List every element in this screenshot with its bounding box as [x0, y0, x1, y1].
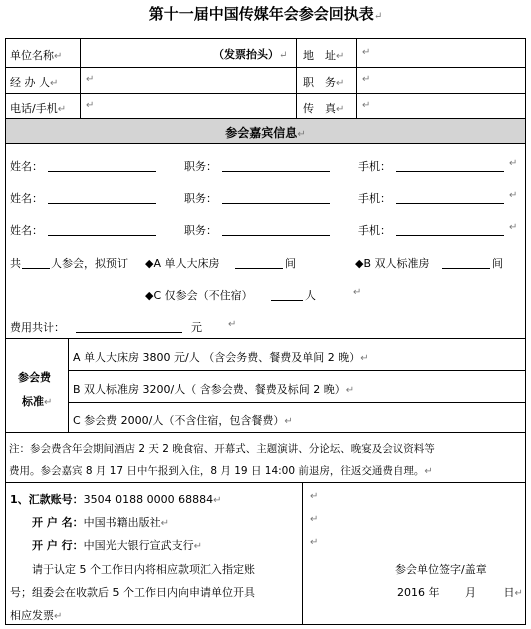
option-b-label: ◆B 双人标准房 — [355, 257, 430, 270]
guest-2-position-line[interactable] — [222, 203, 330, 204]
signature-year: 2016 年 — [397, 586, 440, 599]
signature-month: 月 — [465, 586, 476, 599]
total-attendees-line[interactable] — [22, 268, 50, 269]
instruction-line-2: 号；组委会在收款后 5 个工作日内向申请单位开具 — [10, 586, 255, 599]
guest-3-name-line[interactable] — [48, 235, 156, 236]
position-label: 职 务↵ — [303, 76, 345, 89]
total-suffix: 人参会，拟预订 — [51, 257, 128, 270]
option-b-rooms-line[interactable] — [442, 268, 490, 269]
fee-unit: 元 — [191, 321, 202, 334]
invoice-title-hint: （发票抬头）↵ — [213, 48, 288, 61]
signature-label: 参会单位签字/盖章 — [395, 563, 487, 576]
guest-1-position-label: 职务： — [184, 160, 217, 173]
guest-1-phone-line[interactable] — [396, 171, 504, 172]
guest-1-position-line[interactable] — [222, 171, 330, 172]
total-prefix: 共 — [10, 257, 21, 270]
guest-3-phone-label: 手机： — [358, 224, 391, 237]
instruction-line-3: 相应发票↵ — [10, 609, 63, 622]
contact-person-label: 经 办 人↵ — [10, 76, 59, 89]
guest-2-phone-label: 手机： — [358, 192, 391, 205]
fee-standard-c: C 参会费 2000/人（不含住宿，包含餐费）↵ — [73, 414, 293, 427]
instruction-line-1: 请于认定 5 个工作日内将相应款项汇入指定账 — [32, 563, 255, 576]
bank-value: 中国光大银行宣武支行 — [83, 539, 194, 552]
guest-info-header: 参会嘉宾信息↵ — [225, 126, 306, 140]
account-number: 3504 0188 0000 68884 — [83, 493, 214, 506]
fee-standard-a: A 单人大床房 3800 元/人 （含会务费、餐费及单间 2 晚）↵ — [73, 351, 369, 364]
bank-label: 开 户 行： — [32, 539, 84, 552]
signature-day: 日 — [503, 586, 515, 599]
guest-1-name-label: 姓名： — [10, 160, 43, 173]
bank-row: 开 户 行：中国光大银行宣武支行↵ — [32, 539, 203, 552]
address-field[interactable]: ↵ — [362, 47, 371, 58]
phone-field[interactable]: ↵ — [86, 100, 95, 111]
fee-standard-b: B 双人标准房 3200/人（ 含参会费、餐费及标间 2 晚）↵ — [73, 383, 355, 396]
signature-date[interactable]: 2016 年 月 日↵ — [397, 586, 523, 599]
unit-name-label: 单位名称↵ — [10, 49, 63, 62]
guest-3-phone-line[interactable] — [396, 235, 504, 236]
option-c-persons-line[interactable] — [271, 300, 303, 301]
fee-total-line[interactable] — [76, 332, 182, 333]
holder-value: 中国书籍出版社 — [83, 516, 161, 529]
guest-1-phone-label: 手机： — [358, 160, 391, 173]
contact-person-field[interactable]: ↵ — [86, 74, 95, 85]
option-c-unit: 人 — [305, 289, 316, 302]
fee-standard-label-1: 参会费 — [18, 371, 51, 384]
fee-total-label: 费用共计： — [10, 321, 65, 334]
option-c-label: ◆C 仅参会（不住宿） — [145, 289, 253, 302]
guest-2-name-label: 姓名： — [10, 192, 43, 205]
fax-field[interactable]: ↵ — [362, 100, 371, 111]
guest-3-position-line[interactable] — [222, 235, 330, 236]
guest-3-name-label: 姓名： — [10, 224, 43, 237]
holder-row: 开 户 名：中国书籍出版社↵ — [32, 516, 170, 529]
notice-line-2: 费用。参会嘉宾 8 月 17 日中午报到入住，8 月 19 日 14:00 前退房，往返交通费自理。↵ — [9, 465, 433, 477]
account-label: 1、汇款账号： — [10, 493, 84, 506]
address-label: 地 址↵ — [303, 49, 345, 62]
option-b-unit: 间 — [492, 257, 503, 270]
guest-2-phone-line[interactable] — [396, 203, 504, 204]
holder-label: 开 户 名： — [32, 516, 84, 529]
position-field[interactable]: ↵ — [362, 74, 371, 85]
notice-line-1: 注：参会费含年会期间酒店 2 天 2 晚食宿、开幕式、主题演讲、分论坛、晚宴及会议资料等 — [9, 443, 435, 455]
phone-label: 电话/手机↵ — [10, 102, 67, 115]
option-a-rooms-line[interactable] — [235, 268, 283, 269]
fee-standard-label-2: 标准↵ — [22, 395, 53, 408]
guest-2-name-line[interactable] — [48, 203, 156, 204]
guest-1-name-line[interactable] — [48, 171, 156, 172]
option-a-label: ◆A 单人大床房 — [145, 257, 220, 270]
form-title: 第十一届中国传媒年会参会回执表↵ — [148, 5, 383, 23]
fax-label: 传 真↵ — [303, 102, 345, 115]
option-a-unit: 间 — [285, 257, 296, 270]
account-row: 1、汇款账号：3504 0188 0000 68884↵ — [10, 493, 222, 506]
guest-3-position-label: 职务： — [184, 224, 217, 237]
guest-2-position-label: 职务： — [184, 192, 217, 205]
